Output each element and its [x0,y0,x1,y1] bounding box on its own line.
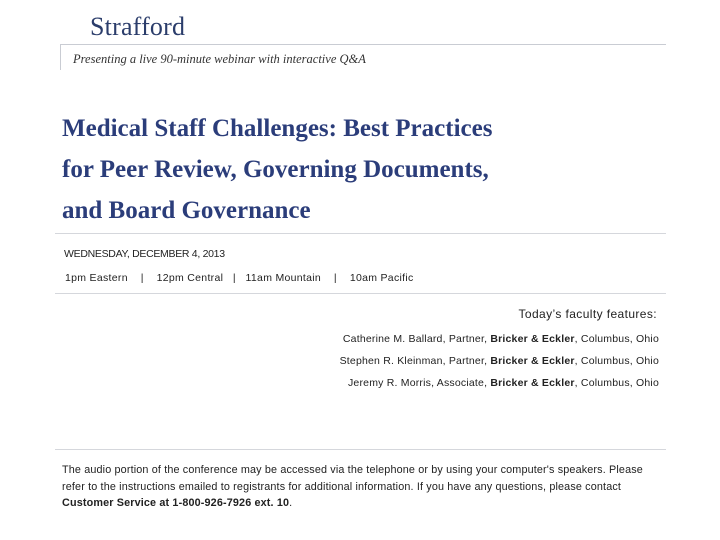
footer-end: . [289,497,293,509]
faculty-firm: Bricker & Eckler [490,355,575,367]
footer-text: The audio portion of the conference may be accessed via the telephone or by using your computer's speakers. Please refer to the instructions emailed to registrants for additional information. If you have any questions, please contact [62,464,643,493]
tagline: Presenting a live 90-minute webinar with interactive Q&A [73,52,366,66]
faculty-location: , Columbus, Ohio [574,355,659,367]
audio-instructions [62,462,662,512]
title-line: and Board Governance [62,197,311,224]
title-line: Medical Staff Challenges: Best Practices [62,115,493,142]
faculty-name-title: Jeremy R. Morris, Associate, [347,377,491,389]
faculty-location: , Columbus, Ohio [574,377,659,389]
event-date: WEDNESDAY, DECEMBER 4, 2013 [64,248,225,260]
divider-lower [55,449,666,450]
faculty-member [340,331,659,353]
faculty-heading: Today’s faculty features: [518,307,657,321]
webinar-title [62,108,662,231]
header-divider [60,44,666,45]
title-line: for Peer Review, Governing Documents, [62,156,489,183]
faculty-member [340,375,659,397]
strafford-logo: Strafford [90,12,186,41]
faculty-firm: Bricker & Eckler [490,377,575,389]
divider-upper [55,233,666,234]
faculty-member [340,353,659,375]
faculty-location: , Columbus, Ohio [574,333,659,345]
header-divider-vertical [60,44,61,70]
event-times: 1pm Eastern | 12pm Central | 11am Mountain | 10am Pacific [65,272,414,284]
faculty-name-title: Stephen R. Kleinman, Partner, [339,355,491,367]
faculty-firm: Bricker & Eckler [490,333,575,345]
faculty-name-title: Catherine M. Ballard, Partner, [342,333,491,345]
customer-service-contact: Customer Service at 1-800-926-7926 ext. 10 [62,497,290,509]
divider-middle [55,293,666,294]
faculty-list [340,331,659,397]
